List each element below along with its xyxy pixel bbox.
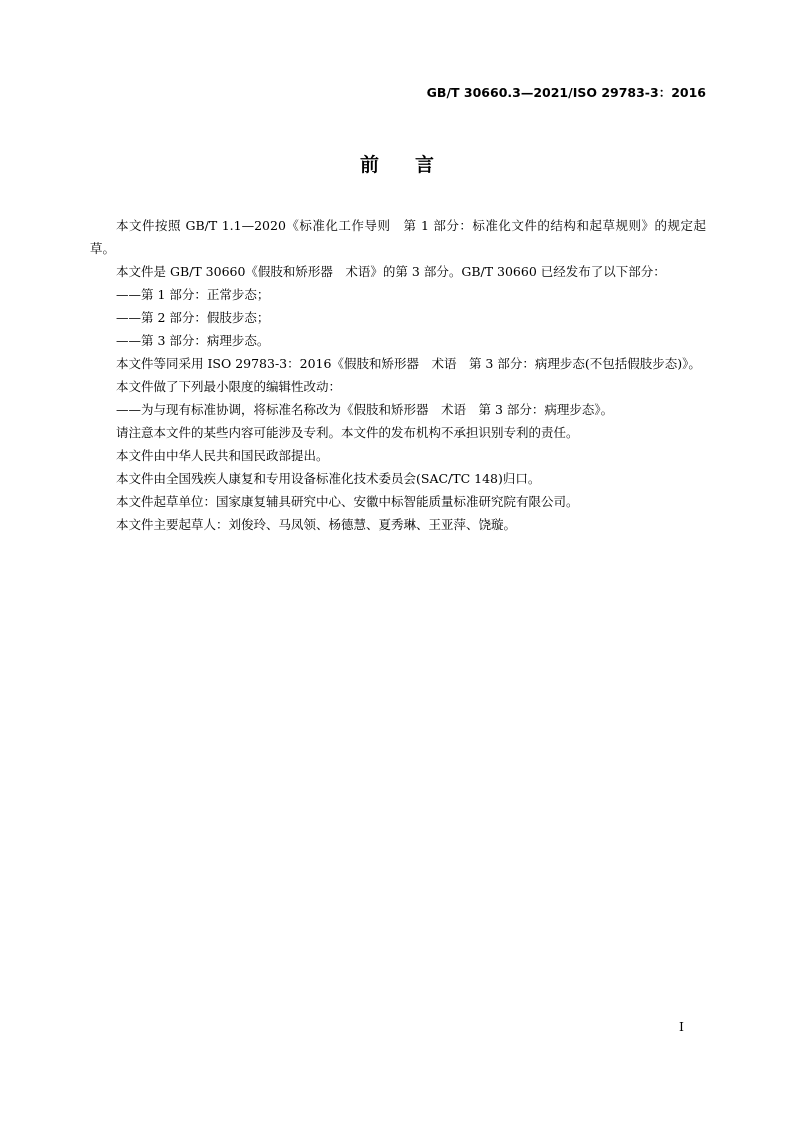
- paragraph-drafters: 本文件主要起草人：刘俊玲、马凤领、杨德慧、夏秀琳、王亚萍、饶璇。: [116, 517, 517, 532]
- paragraph-drafting-units: 本文件起草单位：国家康复辅具研究中心、安徽中标智能质量标准研究院有限公司。: [116, 494, 579, 509]
- standard-number-header: GB/T 30660.3—2021/ISO 29783-3：2016: [426, 85, 706, 100]
- title-char-2: 言: [415, 154, 435, 176]
- paragraph-series-intro: 本文件是 GB/T 30660《假肢和矫形器 术语》的第 3 部分。GB/T 30660 已经发布了以下部分：: [116, 264, 666, 279]
- page-title: [0, 150, 794, 177]
- paragraph-committee: 本文件由全国残疾人康复和专用设备标准化技术委员会(SAC/TC 148)归口。: [116, 471, 541, 486]
- foreword-body: [90, 214, 706, 536]
- paragraph-drafting-rules: 本文件按照 GB/T 1.1—2020《标准化工作导则 第 1 部分：标准化文件的结构和起草规则》的规定起草。: [90, 218, 706, 256]
- paragraph-adoption: 本文件等同采用 ISO 29783-3：2016《假肢和矫形器 术语 第 3 部分：病理步态(不包括假肢步态)》。: [116, 356, 701, 371]
- page-number: Ⅰ: [679, 1019, 684, 1034]
- list-item-part-1: ——第 1 部分：正常步态；: [116, 287, 270, 302]
- paragraph-editorial-changes: 本文件做了下列最小限度的编辑性改动：: [116, 379, 342, 394]
- title-char-1: 前: [359, 154, 379, 176]
- paragraph-proposer: 本文件由中华人民共和国民政部提出。: [116, 448, 329, 463]
- list-item-part-2: ——第 2 部分：假肢步态；: [116, 310, 270, 325]
- list-item-part-3: ——第 3 部分：病理步态。: [116, 333, 270, 348]
- paragraph-patent-notice: 请注意本文件的某些内容可能涉及专利。本文件的发布机构不承担识别专利的责任。: [116, 425, 579, 440]
- list-item-name-change: ——为与现有标准协调，将标准名称改为《假肢和矫形器 术语 第 3 部分：病理步态》。: [116, 402, 614, 417]
